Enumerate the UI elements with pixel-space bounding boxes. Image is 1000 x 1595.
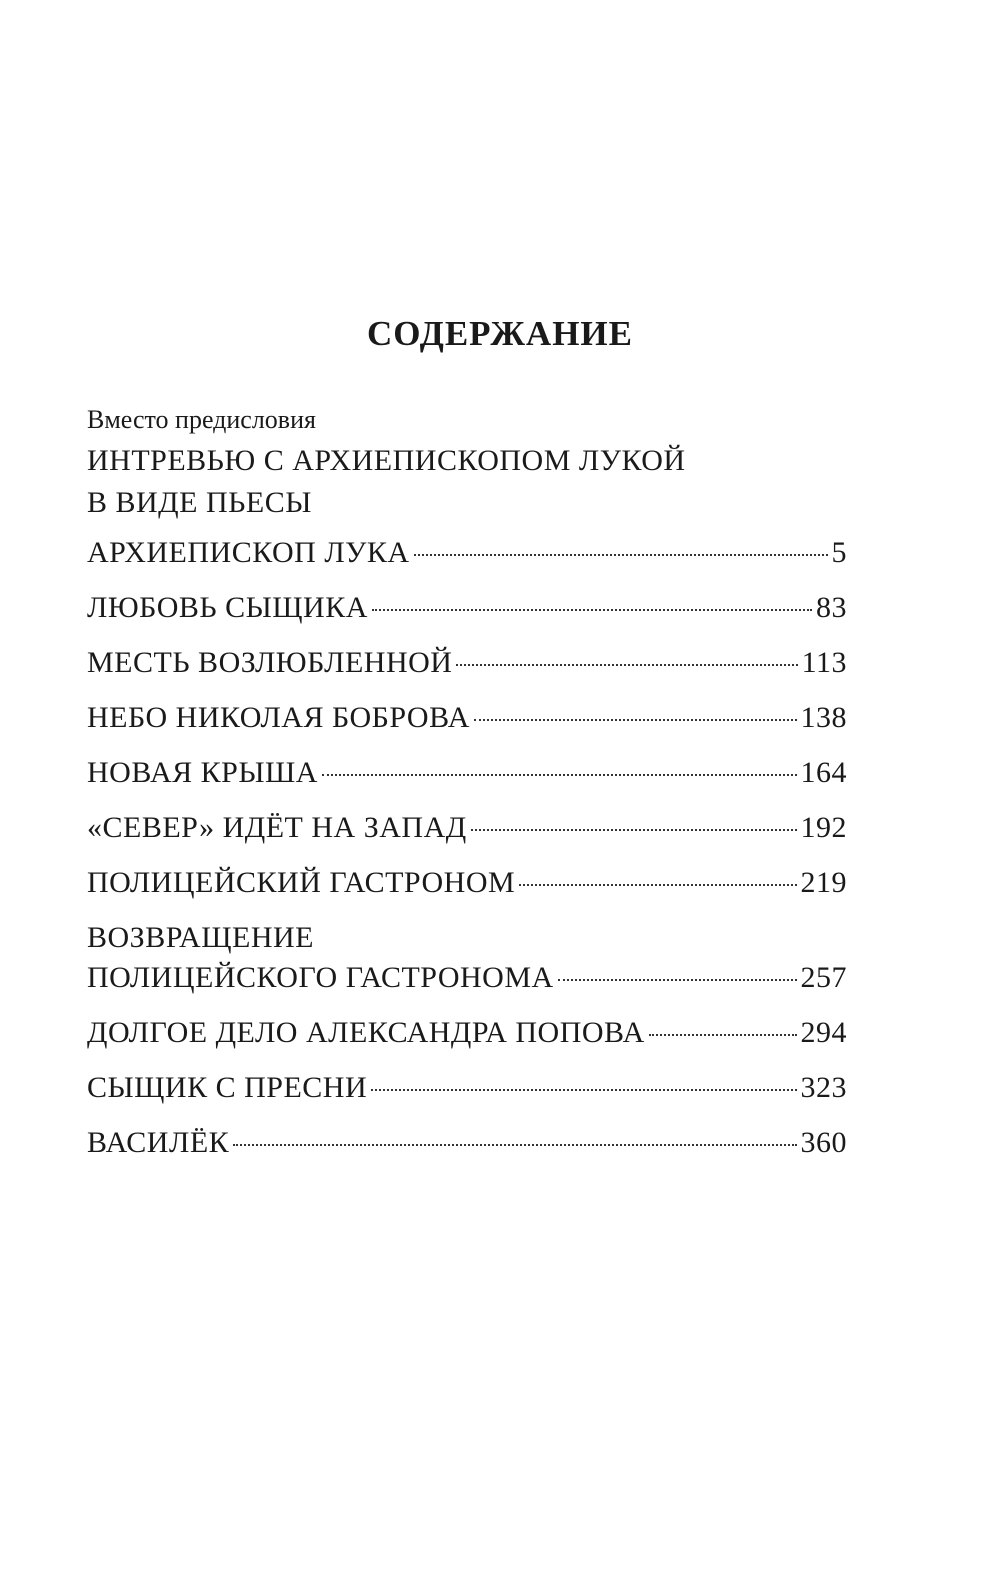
dot-leader <box>474 719 797 721</box>
preface-title-line-2: В ВИДЕ ПЬЕСЫ <box>87 486 312 519</box>
toc-entry[interactable] <box>87 643 847 683</box>
toc-entry-title: ПОЛИЦЕЙСКИЙ ГАСТРОНОМ <box>87 866 516 899</box>
preface-block <box>87 404 847 524</box>
toc-entry-page: 5 <box>831 536 847 569</box>
toc-entry-page: 323 <box>800 1071 847 1104</box>
toc-entry[interactable] <box>87 1123 847 1163</box>
toc-entry-page: 164 <box>800 756 847 789</box>
toc-entry[interactable] <box>87 588 847 628</box>
toc-entry-title: СЫЩИК С ПРЕСНИ <box>87 1071 368 1104</box>
preface-title-line-1: ИНТРЕВЬЮ С АРХИЕПИСКОПОМ ЛУКОЙ <box>87 444 686 477</box>
dot-leader <box>519 884 796 886</box>
toc-entry-title: НОВАЯ КРЫША <box>87 756 318 789</box>
toc-entry-title: «СЕВЕР» ИДЁТ НА ЗАПАД <box>87 811 467 844</box>
toc-entry-page: 360 <box>800 1126 847 1159</box>
toc-entry[interactable] <box>87 918 847 998</box>
dot-leader <box>414 554 828 556</box>
toc-entry-page: 192 <box>800 811 847 844</box>
toc-entry-title: ВАСИЛЁК <box>87 1126 230 1159</box>
page-title: СОДЕРЖАНИЕ <box>366 314 633 353</box>
preface-note: Вместо предисловия <box>87 405 316 434</box>
toc-entry-title-line-1: ВОЗВРАЩЕНИЕ <box>87 921 314 954</box>
toc-entries <box>87 533 847 1178</box>
dot-leader <box>649 1034 797 1036</box>
dot-leader <box>233 1144 796 1146</box>
toc-entry-title: ДОЛГОЕ ДЕЛО АЛЕКСАНДРА ПОПОВА <box>87 1016 645 1049</box>
toc-entry-page: 219 <box>800 866 847 899</box>
toc-entry-title: ЛЮБОВЬ СЫЩИКА <box>87 591 368 624</box>
dot-leader <box>471 829 797 831</box>
toc-entry[interactable] <box>87 863 847 903</box>
toc-entry-title-line-2: ПОЛИЦЕЙСКОГО ГАСТРОНОМА <box>87 961 554 994</box>
dot-leader <box>322 774 797 776</box>
toc-entry-title: НЕБО НИКОЛАЯ БОБРОВА <box>87 701 470 734</box>
dot-leader <box>558 979 797 981</box>
toc-entry[interactable] <box>87 533 847 573</box>
toc-entry[interactable] <box>87 808 847 848</box>
toc-entry-page: 83 <box>816 591 847 624</box>
toc-entry-title: АРХИЕПИСКОП ЛУКА <box>87 536 410 569</box>
dot-leader <box>456 664 797 666</box>
toc-entry[interactable] <box>87 698 847 738</box>
toc-entry[interactable] <box>87 1013 847 1053</box>
toc-entry-page: 257 <box>800 961 847 994</box>
toc-entry-page: 138 <box>800 701 847 734</box>
dot-leader <box>371 1089 796 1091</box>
toc-entry[interactable] <box>87 753 847 793</box>
toc-entry[interactable] <box>87 1068 847 1108</box>
toc-entry-page: 113 <box>801 646 847 679</box>
toc-entry-title: МЕСТЬ ВОЗЛЮБЛЕННОЙ <box>87 646 453 679</box>
dot-leader <box>372 609 812 611</box>
toc-entry-page: 294 <box>800 1016 847 1049</box>
toc-entry-last-line <box>87 958 847 998</box>
